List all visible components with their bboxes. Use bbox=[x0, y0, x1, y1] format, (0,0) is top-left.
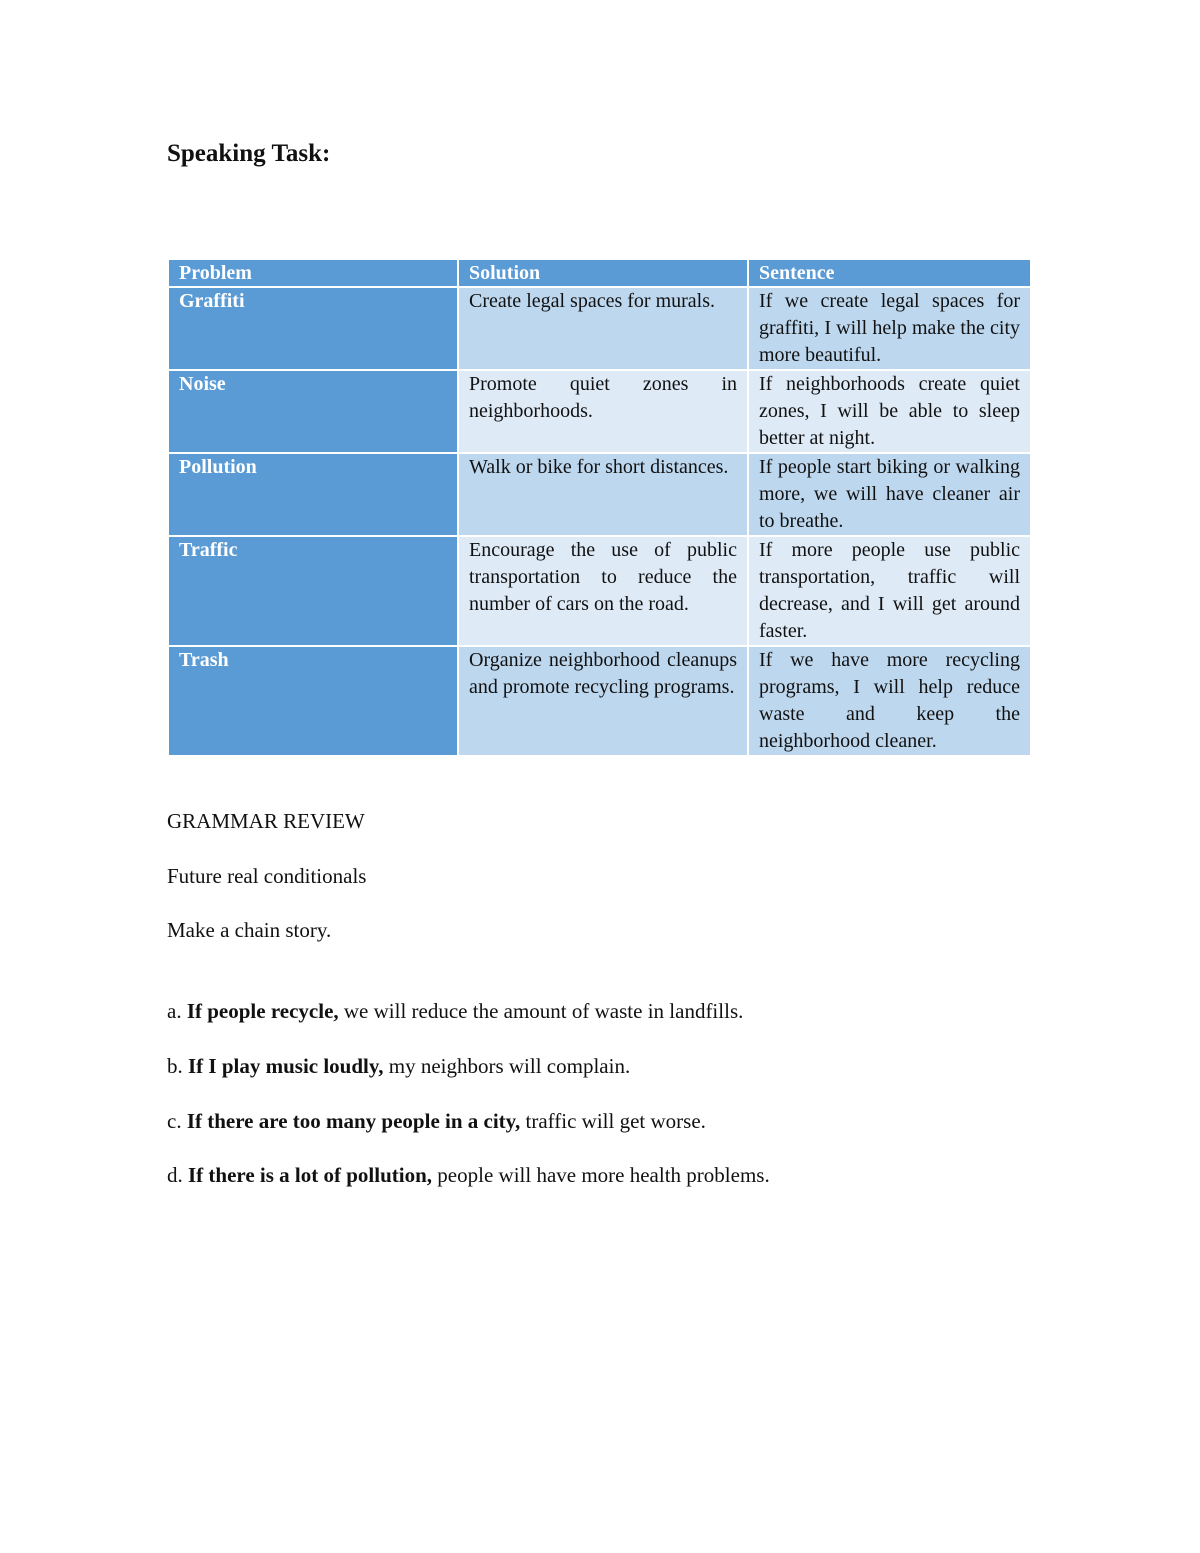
item-letter: b. bbox=[167, 1054, 188, 1078]
item-result: people will have more health problems. bbox=[432, 1163, 770, 1187]
item-letter: c. bbox=[167, 1109, 187, 1133]
sentence-cell: If neighborhoods create quiet zones, I will be able to sleep better at night. bbox=[748, 370, 1031, 453]
sentence-cell: If more people use public transportation, traffic will decrease, and I will get around faster. bbox=[748, 536, 1031, 646]
solution-cell: Create legal spaces for murals. bbox=[458, 287, 748, 370]
list-item bbox=[167, 1109, 706, 1134]
solution-cell: Walk or bike for short distances. bbox=[458, 453, 748, 536]
solution-cell: Encourage the use of public transportation to reduce the number of cars on the road. bbox=[458, 536, 748, 646]
list-item bbox=[167, 999, 743, 1024]
page-heading: Speaking Task: bbox=[167, 140, 331, 167]
table-row bbox=[168, 370, 1031, 453]
sentence-cell: If people start biking or walking more, we will have cleaner air to breathe. bbox=[748, 453, 1031, 536]
sentence-cell: If we create legal spaces for graffiti, I will help make the city more beautiful. bbox=[748, 287, 1031, 370]
item-condition: If there is a lot of pollution, bbox=[188, 1163, 433, 1187]
problem-cell: Graffiti bbox=[168, 287, 458, 370]
table-row bbox=[168, 287, 1031, 370]
grammar-subtitle: Future real conditionals bbox=[167, 864, 367, 888]
header-sentence: Sentence bbox=[748, 259, 1031, 287]
grammar-review-title: GRAMMAR REVIEW bbox=[167, 809, 365, 833]
problem-cell: Traffic bbox=[168, 536, 458, 646]
item-letter: a. bbox=[167, 999, 187, 1023]
table-header-row bbox=[168, 259, 1031, 287]
problem-cell: Pollution bbox=[168, 453, 458, 536]
solution-cell: Promote quiet zones in neighborhoods. bbox=[458, 370, 748, 453]
item-result: traffic will get worse. bbox=[520, 1109, 706, 1133]
table-row bbox=[168, 646, 1031, 756]
item-letter: d. bbox=[167, 1163, 188, 1187]
solution-cell: Organize neighborhood cleanups and promote recycling programs. bbox=[458, 646, 748, 756]
sentence-cell: If we have more recycling programs, I will help reduce waste and keep the neighborhood cleaner. bbox=[748, 646, 1031, 756]
list-item bbox=[167, 1163, 770, 1188]
item-condition: If people recycle, bbox=[186, 999, 339, 1023]
header-problem: Problem bbox=[168, 259, 458, 287]
table-row bbox=[168, 453, 1031, 536]
table-row bbox=[168, 536, 1031, 646]
grammar-instruction: Make a chain story. bbox=[167, 918, 332, 942]
problem-cell: Trash bbox=[168, 646, 458, 756]
item-condition: If I play music loudly, bbox=[188, 1054, 384, 1078]
problem-cell: Noise bbox=[168, 370, 458, 453]
header-solution: Solution bbox=[458, 259, 748, 287]
list-item bbox=[167, 1054, 630, 1079]
item-condition: If there are too many people in a city, bbox=[186, 1109, 521, 1133]
item-result: we will reduce the amount of waste in landfills. bbox=[338, 999, 744, 1023]
item-result: my neighbors will complain. bbox=[383, 1054, 631, 1078]
problem-solution-table bbox=[167, 258, 1032, 757]
